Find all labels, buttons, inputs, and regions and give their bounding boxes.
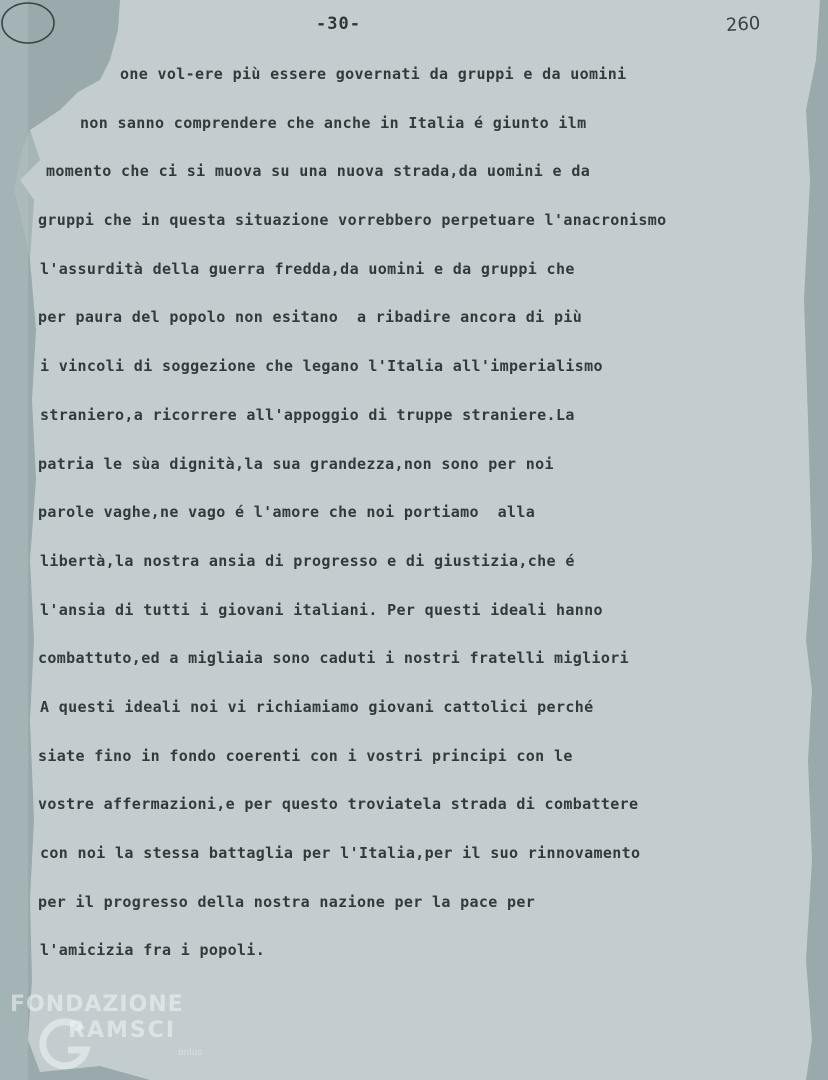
text-line: A questi ideali noi vi richiamiamo giovani cattolici perché (40, 697, 594, 716)
text-line: i vincoli di soggezione che legano l'Italia all'imperialismo (40, 357, 603, 376)
text-line: non sanno comprendere che anche in Italia é giunto ilm (80, 113, 587, 132)
text-line: momento che ci si muova su una nuova strada,da uomini e da (46, 162, 591, 181)
text-line: vostre affermazioni,e per questo troviatela strada di combattere (38, 795, 639, 814)
text-line: l'ansia di tutti i giovani italiani. Per questi ideali hanno (40, 600, 603, 619)
watermark-line2: RAMSCI (68, 1018, 177, 1043)
watermark-sub: onlus (178, 1048, 203, 1058)
text-line: libertà,la nostra ansia di progresso e di giustizia,che é (40, 551, 575, 570)
page-number: -30- (316, 14, 361, 34)
watermark-line1: FONDAZIONE (10, 992, 184, 1017)
text-line: patria le sùa dignità,la sua grandezza,non sono per noi (38, 454, 554, 473)
archive-stamp-circle (0, 0, 56, 46)
text-line: con noi la stessa battaglia per l'Italia,per il suo rinnovamento (40, 844, 641, 862)
text-line: siate fino in fondo coerenti con i vostri principi con le (38, 746, 573, 765)
text-line: gruppi che in questa situazione vorrebbero perpetuare l'anacronismo (38, 211, 667, 230)
text-line: l'assurdità della guerra fredda,da uomini e da gruppi che (40, 259, 575, 278)
text-line: per il progresso della nostra nazione per la pace per (38, 892, 536, 911)
watermark-logo (6, 986, 226, 1076)
text-line: one vol-ere più essere governati da gruppi e da uomini (120, 65, 627, 83)
text-line: per paura del popolo non esitano a ribadire ancora di più (38, 308, 583, 327)
text-line: parole vaghe,ne vago é l'amore che noi portiamo alla (38, 503, 536, 522)
text-line: straniero,a ricorrere all'appoggio di truppe straniere.La (40, 405, 575, 424)
typed-text-body (36, 54, 736, 979)
text-line: combattuto,ed a migliaia sono caduti i nostri fratelli migliori (38, 649, 629, 668)
archive-stamp-number: 260 (725, 12, 762, 37)
text-line: l'amicizia fra i popoli. (40, 941, 266, 960)
